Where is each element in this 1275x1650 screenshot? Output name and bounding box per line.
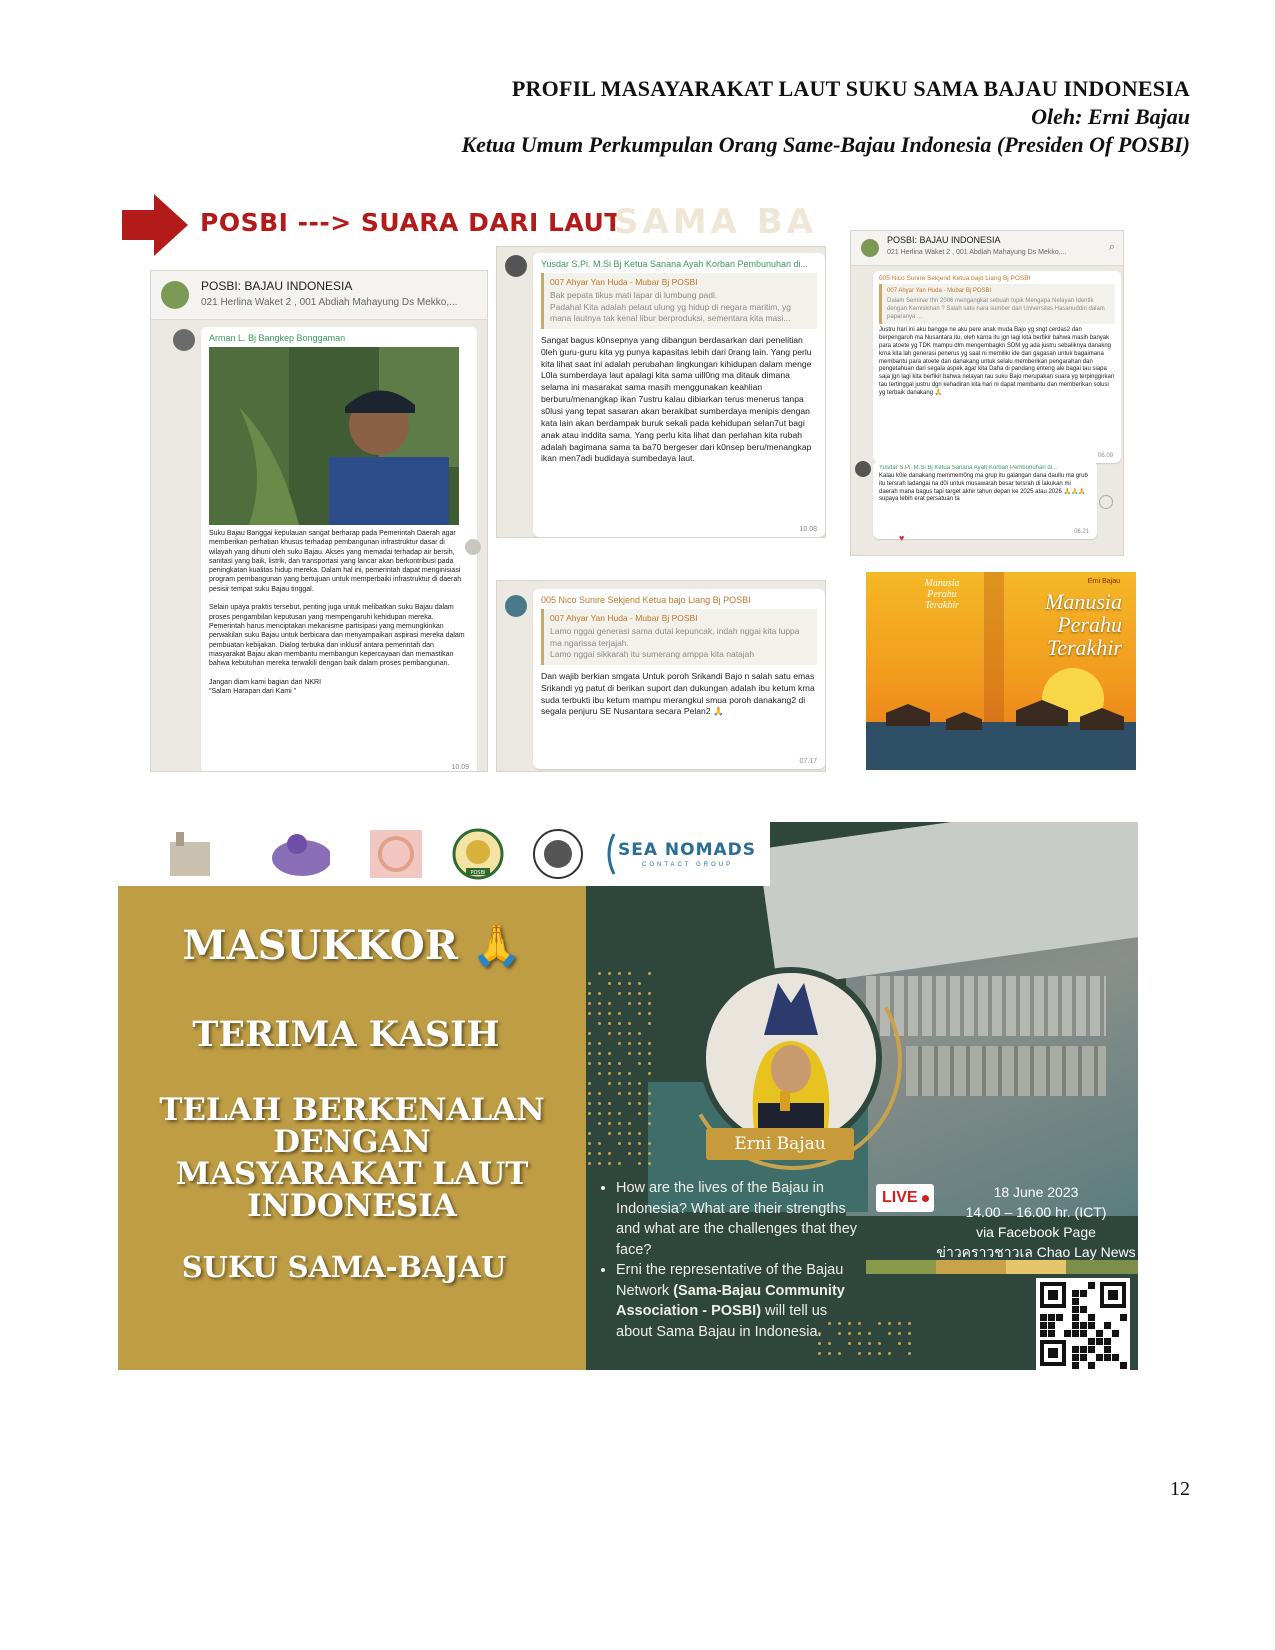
event-description	[602, 1178, 862, 1342]
forward-icon[interactable]	[465, 539, 481, 555]
dot	[608, 982, 611, 985]
dot	[888, 1322, 891, 1325]
stilt-house-icon	[946, 712, 982, 730]
dot	[898, 1342, 901, 1345]
banner-heading-3: TELAH BERKENALAN DENGAN MASYARAKAT LAUT INDONESIA	[159, 1092, 545, 1224]
banner-heading-4: SUKU SAMA-BAJAU	[181, 1250, 507, 1284]
dot	[628, 982, 631, 985]
dot	[618, 972, 621, 975]
chat-screenshot-3	[496, 580, 826, 772]
quoted-author: 007 Ahyar Yan Huda - Mubar Bj POSBI	[550, 613, 698, 623]
message-text: Justru hari ini aku bangge ne aku pere anak muda Bajo yg sngt cerdas2 dan berpengaruh ma Nusantara itu, oleh karna itu jgn lagi kita berfikir bahwa masih banyak para atoete yg TDK mampu dlm mengembagkn SDM yg ada justru sebaliknya danakng krna kita lah generasi penerus yg saat ni memiliki ide dan gagasan untuk bagaimana membantu para atoete dan danakang untuk selalu memberikan pengarahan dan pengetahuan dari segala aspek agar kita Daha di pandang enteng ale bagai tau siapa saja jgn lagi kita berfikir bahwa nelayan tau suku Bajo merupakan suara yg terpinggirkan tau tertinggal justru dgn kehadiran kita hari ni dapat membantu dan memberikan solusi yg terbaik danakang 🙏	[879, 327, 1115, 396]
dot	[618, 1022, 621, 1025]
group-logo-icon	[161, 281, 189, 309]
event-via: via Facebook Page	[976, 1224, 1096, 1240]
qr-cell	[1072, 1330, 1079, 1337]
message-time: 10.09	[451, 764, 469, 771]
dot	[638, 1002, 641, 1005]
dot	[588, 992, 591, 995]
message-time: 06.09	[1097, 453, 1113, 459]
color-stripe	[866, 1260, 1138, 1274]
qr-cell	[1056, 1314, 1063, 1321]
dot	[618, 1112, 621, 1115]
dot	[598, 1162, 601, 1165]
forward-icon[interactable]	[1099, 495, 1113, 509]
house-roofs	[866, 976, 1106, 1036]
dot	[648, 1162, 651, 1165]
dot	[608, 1132, 611, 1135]
dot	[598, 972, 601, 975]
qr-cell	[1080, 1346, 1087, 1353]
event-page-name: ข่าวคราวชาวเล Chao Lay News	[936, 1244, 1136, 1260]
dot	[598, 1062, 601, 1065]
dot	[618, 992, 621, 995]
qr-cell	[1072, 1322, 1079, 1329]
qr-cell	[1104, 1354, 1111, 1361]
dot	[648, 1152, 651, 1155]
red-arrow-icon	[122, 194, 188, 256]
dot	[618, 1072, 621, 1075]
message-time: 10.08	[799, 526, 817, 533]
dot	[608, 972, 611, 975]
qr-cell	[1048, 1314, 1055, 1321]
dot	[858, 1352, 861, 1355]
document-author-role: Ketua Umum Perkumpulan Orang Same-Bajau Indonesia (Presiden Of POSBI)	[461, 132, 1190, 157]
dot	[598, 1052, 601, 1055]
dot	[898, 1322, 901, 1325]
bullet-item	[616, 1178, 862, 1260]
message-text: Dan wajib berkian smgata Untuk poroh Srikandi Bajo n salah satu emas Srikandi yg patut di berikan suport dan dukungan adalah ibu ketum krna suda terbukti ibu ketum mampu merangkul smua poroh danakang2 di segala penjuru SE Nusantara secara Pelan2 🙏	[541, 670, 815, 717]
chat-message	[201, 327, 477, 772]
dot	[628, 1002, 631, 1005]
dot	[828, 1342, 831, 1345]
book-author: Erni Bajau	[1087, 578, 1120, 585]
dot	[588, 1032, 591, 1035]
dot	[638, 1032, 641, 1035]
dot	[648, 1002, 651, 1005]
message-sender: Yusdar S.Pi. M.Si Bj Ketua Sanana Ayah Korban Pembunuhan di...	[879, 465, 1058, 471]
sender-photo	[209, 347, 459, 525]
banner-heading-2: TERIMA KASIH	[192, 1014, 500, 1055]
qr-cell	[1096, 1330, 1103, 1337]
qr-cell	[1120, 1314, 1127, 1321]
dot	[638, 982, 641, 985]
quoted-author: 007 Ahyar Yan Huda - Mubar Bj POSBI	[887, 288, 992, 294]
dot	[648, 1062, 651, 1065]
dot	[838, 1352, 841, 1355]
dot	[618, 1012, 621, 1015]
dot	[588, 1012, 591, 1015]
event-date: 18 June 2023	[993, 1184, 1079, 1200]
book-cover-image	[866, 572, 1136, 770]
qr-cell	[1088, 1362, 1095, 1369]
qr-cell	[1080, 1290, 1087, 1297]
bullet-text: will tell us about Sama Bajau in Indonesia.	[616, 1303, 828, 1340]
dot	[588, 1062, 591, 1065]
dot	[598, 1142, 601, 1145]
qr-cell	[1072, 1346, 1079, 1353]
dot	[628, 992, 631, 995]
dot	[868, 1342, 871, 1345]
dot	[638, 1102, 641, 1105]
dot	[618, 1142, 621, 1145]
dot	[638, 1012, 641, 1015]
dot	[628, 1142, 631, 1145]
group-name: POSBI: BAJAU INDONESIA	[201, 279, 353, 293]
dot	[888, 1352, 891, 1355]
message-sender: Yusdar S.Pi. M.Si Bj Ketua Sanana Ayah Korban Pembunuhan di...	[541, 259, 809, 269]
chat-header	[151, 271, 487, 320]
qr-cell	[1072, 1298, 1079, 1305]
chat-message	[533, 253, 825, 537]
dot	[598, 1012, 601, 1015]
qr-cell	[1064, 1330, 1071, 1337]
qr-cell	[1096, 1354, 1103, 1361]
dot	[598, 1072, 601, 1075]
dot	[908, 1342, 911, 1345]
dot	[618, 1132, 621, 1135]
chat-screenshot-2	[496, 246, 826, 538]
dot	[618, 1042, 621, 1045]
qr-cell	[1104, 1338, 1111, 1345]
dot	[648, 1142, 651, 1145]
qr-cell	[1072, 1354, 1079, 1361]
qr-cell	[1088, 1282, 1095, 1289]
quoted-text: Dalam Seminar thn 2006 mengangkat sebuah topik Mengapa Nelayan Identik dengan Kemiskinan ? Salah satu nara sumber dari Universitas Hasanuddin dalam paparanya ...	[887, 298, 1105, 321]
dot	[628, 1022, 631, 1025]
dot	[618, 982, 621, 985]
message-time: 06.21	[1073, 529, 1089, 535]
logo-strip	[118, 822, 770, 886]
dot	[638, 1112, 641, 1115]
dot	[628, 972, 631, 975]
chat-message	[873, 461, 1097, 539]
dot	[628, 1122, 631, 1125]
dot	[638, 1142, 641, 1145]
logo-2	[260, 828, 330, 880]
dot	[608, 1102, 611, 1105]
dot	[638, 1082, 641, 1085]
qr-cell	[1080, 1306, 1087, 1313]
dot	[608, 1152, 611, 1155]
quoted-text: Bak pepata tikus mati lapar di lumbung padi. Padahal Kita adalah pelaut ulung yg hidup di negara maritim, yg mana lautnya tak kenal libur berproduksi, sementara kita masi...	[550, 290, 791, 324]
group-name: POSBI: BAJAU INDONESIA	[887, 235, 1001, 245]
dot	[628, 1152, 631, 1155]
document-title: PROFIL MASAYARAKAT LAUT SUKU SAMA BAJAU INDONESIA	[511, 76, 1190, 101]
dot	[848, 1342, 851, 1345]
dot	[608, 1112, 611, 1115]
dot	[908, 1332, 911, 1335]
dot	[608, 1072, 611, 1075]
qr-cell	[1120, 1362, 1127, 1369]
qr-cell	[1088, 1346, 1095, 1353]
bullet-text: Erni the representative of the Bajau Network	[616, 1262, 844, 1299]
dot	[598, 1122, 601, 1125]
group-members: 021 Herlina Waket 2 , 001 Abdiah Mahayung Ds Mekko,...	[887, 249, 1067, 256]
qr-cell	[1072, 1362, 1079, 1369]
qr-cell	[1112, 1330, 1119, 1337]
dot	[628, 1132, 631, 1135]
qr-cell	[1072, 1314, 1079, 1321]
dot	[638, 1052, 641, 1055]
message-sender: 005 Nico Sunire Sekjend Ketua bajo Liang Bj POSBI	[879, 275, 1031, 282]
dot	[648, 1052, 651, 1055]
qr-code[interactable]	[1036, 1278, 1130, 1370]
sea-nomads-logo: SEA NOMADS	[618, 840, 757, 860]
quoted-author: 007 Ahyar Yan Huda - Mubar Bj POSBI	[550, 277, 698, 287]
document-author: Oleh: Erni Bajau	[1031, 104, 1190, 129]
dot	[618, 1122, 621, 1125]
dot	[638, 1132, 641, 1135]
dot	[618, 1082, 621, 1085]
dot	[588, 1082, 591, 1085]
posbi-logo-text: POSBI	[470, 870, 486, 876]
speaker-name: Erni Bajau	[706, 1128, 854, 1160]
sea-nomads-subtitle: CONTACT GROUP	[642, 862, 734, 868]
bullet-item	[616, 1260, 862, 1342]
chat-message	[873, 271, 1121, 463]
dot	[638, 1092, 641, 1095]
dot	[898, 1332, 901, 1335]
dot	[588, 1002, 591, 1005]
dot	[628, 1092, 631, 1095]
dot	[648, 1092, 651, 1095]
stilt-house-icon	[886, 704, 930, 726]
message-text: Sangat bagus k0nsepnya yang dibangun berdasarkan dari penelitian 0leh guru-guru kita yg punya kapasitas lebih dari 0rang lain. Yang perlu kita lihat saat ini adalah perubahan lingkungan kihidupan dalam menge L0la sumberdaya laut apalagi kita sama uill0ng ma ditauk dimana selama ini masarakat sama masih menggunakan keahlian berburu/menangkap ikan 7ustru kalau dibiarkan terus menerus tanpa s0lusi yang tepat sasaran akan berakibat sumberdaya menipis dengan kata lain akan berdampak buruk sekali pada kehidupan selan7ut bagi anak atau inddita sama. Yang perlu kita lihat dan perlahan kita rubah adalah bagimana sama ta ba70 bergeser dari k0nsep beru/menangkap ikan men7adi budidaya sumbedaya laut.	[541, 334, 812, 464]
dot	[638, 992, 641, 995]
qr-cell	[1080, 1330, 1087, 1337]
event-details	[930, 1182, 1138, 1262]
dot	[608, 1002, 611, 1005]
book-back-title: Manusia Perahu Terakhir	[924, 578, 960, 611]
message-sender: Arman L. Bj Bangkep Bonggaman	[209, 333, 346, 343]
dot	[648, 1022, 651, 1025]
dot	[598, 1042, 601, 1045]
dot	[598, 1152, 601, 1155]
logo-5	[530, 828, 586, 880]
dot	[588, 1152, 591, 1155]
dot	[648, 1012, 651, 1015]
dot	[828, 1352, 831, 1355]
dot	[908, 1352, 911, 1355]
dot	[648, 1102, 651, 1105]
dot	[648, 972, 651, 975]
dot	[858, 1342, 861, 1345]
dot	[598, 1002, 601, 1005]
dot	[588, 1042, 591, 1045]
dot	[598, 1022, 601, 1025]
search-icon[interactable]: ⌕	[1108, 241, 1115, 253]
chat-header	[851, 231, 1123, 266]
dot	[818, 1342, 821, 1345]
quoted-text: Lamo nggai generasi sama dutai kepuncak, indah nggai kita luppa ma ngarissa terjajah. Lamo nggai sikkarah itu sumerang amppa kita natajah	[550, 626, 800, 660]
dot	[598, 992, 601, 995]
quoted-message	[541, 273, 817, 329]
chat-screenshot-4	[850, 230, 1124, 556]
logo-1	[162, 828, 218, 880]
qr-cell	[1088, 1338, 1095, 1345]
qr-cell	[1040, 1330, 1047, 1337]
dot	[588, 1132, 591, 1135]
live-badge	[876, 1184, 934, 1212]
dot	[608, 1062, 611, 1065]
dot	[628, 1072, 631, 1075]
dot	[618, 1162, 621, 1165]
qr-cell	[1080, 1354, 1087, 1361]
collage-watermark: SAMA BA	[614, 202, 818, 242]
avatar	[855, 461, 871, 477]
quoted-message	[541, 609, 817, 665]
avatar	[173, 329, 195, 351]
qr-cell	[1072, 1290, 1079, 1297]
qr-cell	[1040, 1314, 1047, 1321]
dot	[648, 992, 651, 995]
dot	[588, 1112, 591, 1115]
dot	[648, 1042, 651, 1045]
qr-cell	[1048, 1322, 1055, 1329]
dot	[608, 1122, 611, 1125]
dot	[618, 1062, 621, 1065]
dot	[608, 1082, 611, 1085]
bullet-bold-text: (Sama-Bajau Community Association - POSBI)	[616, 1282, 845, 1319]
dot	[598, 1092, 601, 1095]
live-label: LIVE	[882, 1189, 918, 1206]
dot	[638, 1152, 641, 1155]
page-number: 12	[1170, 1478, 1190, 1500]
live-dot-icon	[922, 1195, 929, 1202]
dot	[878, 1352, 881, 1355]
sea-nomads-bracket-icon	[602, 832, 616, 876]
collage-title: POSBI ---> SUARA DARI LAUT	[200, 208, 622, 237]
dot	[868, 1352, 871, 1355]
qr-cell	[1088, 1322, 1095, 1329]
qr-cell	[1112, 1354, 1119, 1361]
bullet-text: How are the lives of the Bajau in Indonesia? What are their strengths and what are the challenges that they face?	[616, 1180, 858, 1258]
group-members: 021 Herlina Waket 2 , 001 Abdiah Mahayung Ds Mekko,...	[201, 297, 458, 308]
dot	[868, 1332, 871, 1335]
dot	[648, 1072, 651, 1075]
dot	[888, 1332, 891, 1335]
dot	[638, 1062, 641, 1065]
avatar	[505, 595, 527, 617]
dot	[628, 1052, 631, 1055]
message-sender: 005 Nico Sunire Sekjend Ketua bajo Liang Bj POSBI	[541, 595, 751, 605]
qr-cell	[1104, 1322, 1111, 1329]
dot	[588, 982, 591, 985]
chat-message	[533, 589, 825, 769]
dot	[608, 1052, 611, 1055]
dot	[588, 1162, 591, 1165]
dot	[608, 1012, 611, 1015]
dot	[588, 1052, 591, 1055]
dot	[628, 1102, 631, 1105]
qr-cell	[1088, 1314, 1095, 1321]
qr-cell	[1104, 1346, 1111, 1353]
dot-pattern	[588, 972, 658, 1172]
event-banner	[118, 822, 1138, 1370]
dot	[608, 1032, 611, 1035]
group-logo-icon	[861, 239, 879, 257]
document-header	[461, 76, 1190, 158]
dot	[608, 1022, 611, 1025]
dot	[878, 1342, 881, 1345]
message-text: Kalau k0le danakang memmem0ng ma grup itu galangan dana daullu ma grub itu tersrah ladangai na d0i untuk musawarah besar tersrah di lakukan mi daerah mana bagus tapi target akhir tahun depan ke 2025 atau 2026 🙏🙏🙏 supaya lebih erat persatuan ta	[879, 473, 1088, 503]
logo-3	[368, 828, 424, 880]
dot	[818, 1352, 821, 1355]
dot	[628, 1042, 631, 1045]
dot	[598, 1112, 601, 1115]
dot	[608, 1162, 611, 1165]
speaker-portrait	[700, 967, 882, 1149]
chat-screenshot-1	[150, 270, 488, 772]
qr-cell	[1080, 1322, 1087, 1329]
banner-heading-1: MASUKKOR 🙏	[182, 922, 522, 969]
book-title: Manusia Perahu Terakhir	[1045, 589, 1122, 661]
speaker-photo	[706, 973, 876, 1143]
heart-icon: ♥	[899, 533, 905, 543]
dot	[878, 1322, 881, 1325]
event-time: 14.00 – 16.00 hr. (ICT)	[965, 1204, 1107, 1220]
posbi-logo	[450, 828, 506, 880]
qr-cell	[1048, 1330, 1055, 1337]
dot	[908, 1322, 911, 1325]
dot	[648, 1122, 651, 1125]
whatsapp-collage	[122, 190, 1182, 810]
qr-cell	[1072, 1306, 1079, 1313]
house-roofs	[906, 1046, 1106, 1096]
dot	[628, 1032, 631, 1035]
quoted-message	[879, 284, 1115, 324]
dot	[638, 1042, 641, 1045]
dot	[618, 1032, 621, 1035]
avatar	[505, 255, 527, 277]
dot	[618, 1092, 621, 1095]
dot	[588, 1142, 591, 1145]
dot	[638, 1162, 641, 1165]
message-time: 07.17	[799, 758, 817, 765]
qr-cell	[1040, 1322, 1047, 1329]
message-text: Suku Bajau Banggai kepulauan sangat berharap pada Pemerintah Daerah agar memberikan perhatian khusus terhadap pembangunan infrastruktur dasar di wilayah yang dihuni oleh suku Bajau. Akses yang memadai terhadap air bersih, sanitasi yang baik, listrik, dan transportasi yang lancar akan berkontribusi pada peningkatan kualitas hidup mereka. Dalam hal ini, pemerintah dapat menginisiasi program pembangunan yang bertujuan untuk memperbaiki infrastruktur di daerah pesisir tempat suku Bajau tinggal. Selain upaya praktis tersebut, penting juga untuk melibatkan suku Bajau dalam proses pengambilan keputusan yang mempengaruhi kehidupan mereka. Pemerintah harus menciptakan mekanisme partisipasi yang memungkinkan perwakilan suku Bajau untuk berbicara dan menyampaikan aspirasi mereka dalam pembuatan kebijakan. Dialog terbuka dan inklusif antara pemerintah dan masyarakat Bajau akan membantu membangun kepercayaan dan memastikan bahwa kebutuhan mereka terwakili dengan baik dalam proses pembangunan. Jangan diam kami bagian dari NKRI "Salam Harapan dari Kami "	[209, 530, 465, 696]
dot	[628, 1082, 631, 1085]
qr-cell	[1096, 1338, 1103, 1345]
dot	[588, 1092, 591, 1095]
dot	[588, 1102, 591, 1105]
dot	[598, 1102, 601, 1105]
dot	[648, 1112, 651, 1115]
